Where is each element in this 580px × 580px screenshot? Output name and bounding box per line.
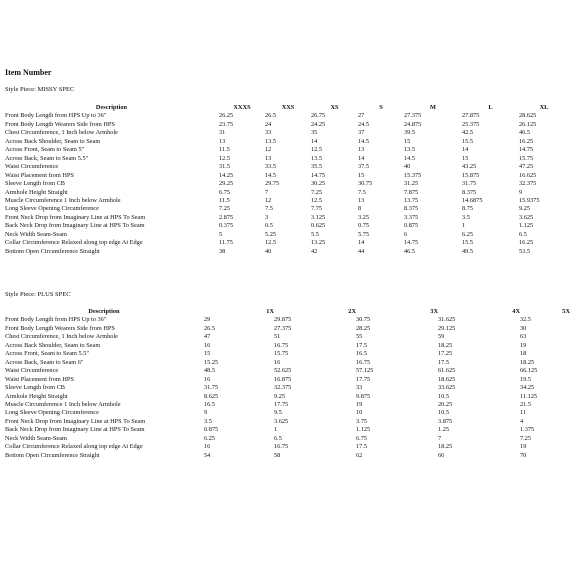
table-row	[4, 189, 569, 197]
measurement-description: Long Sleeve Opening Circumference	[5, 409, 99, 417]
measurement-value: 30	[520, 324, 527, 332]
measurement-value: 3.625	[519, 213, 534, 221]
measurement-value: 26.75	[311, 112, 326, 120]
missy-section-label: Style Piece: MISSY SPEC	[5, 86, 75, 93]
measurement-value: 40	[265, 247, 272, 255]
measurement-value: 9.5	[274, 409, 282, 417]
measurement-value: 7	[265, 188, 269, 196]
measurement-value: 38	[219, 247, 226, 255]
measurement-description: Muscle Circumference 1 Inch below Armhole	[5, 400, 121, 408]
measurement-value: 62	[356, 451, 363, 459]
table-row	[4, 452, 570, 460]
table-row	[4, 214, 569, 222]
measurement-value: 33	[265, 129, 272, 137]
plus-size-header: 5X	[562, 308, 570, 315]
measurement-value: 42	[311, 247, 318, 255]
measurement-value: 9.25	[519, 205, 531, 213]
measurement-value: 51	[274, 333, 281, 341]
measurement-value: 29.25	[219, 180, 234, 188]
table-row	[4, 443, 570, 451]
plus-header-row	[4, 308, 570, 316]
plus-table-body	[4, 316, 570, 460]
measurement-value: 29.875	[274, 316, 292, 324]
table-row	[4, 121, 569, 129]
measurement-value: 29.125	[438, 324, 456, 332]
measurement-value: 7.25	[311, 188, 323, 196]
table-row	[4, 197, 569, 205]
measurement-description: Waist Placement from HPS	[5, 375, 74, 383]
measurement-description: Back Neck Drop from Imaginary Line at HPS To Seam	[5, 222, 145, 230]
measurement-value: 14.75	[311, 171, 326, 179]
measurement-value: 33.625	[438, 384, 456, 392]
measurement-value: 12	[265, 196, 272, 204]
table-row	[4, 350, 570, 358]
measurement-value: 70	[520, 451, 527, 459]
table-row	[4, 401, 570, 409]
measurement-value: 12.5	[311, 146, 323, 154]
measurement-value: 7.875	[404, 188, 419, 196]
measurement-value: 24	[265, 120, 272, 128]
table-row	[4, 239, 569, 247]
measurement-description: Neck Width Seam-Seam	[5, 230, 67, 238]
plus-spec-table	[4, 308, 570, 460]
measurement-value: 12.5	[219, 154, 231, 162]
measurement-value: 30.75	[356, 316, 371, 324]
measurement-value: 15.75	[519, 154, 534, 162]
measurement-value: 3.125	[311, 213, 326, 221]
measurement-value: 3.5	[462, 213, 470, 221]
measurement-value: 5	[219, 230, 223, 238]
plus-description-header: Description	[88, 308, 120, 315]
measurement-value: 14	[462, 146, 469, 154]
measurement-value: 8.625	[204, 392, 219, 400]
measurement-description: Chest Circumference, 1 Inch below Armhole	[5, 333, 118, 341]
measurement-value: 0.75	[358, 222, 370, 230]
item-number-heading: Item Number	[5, 68, 52, 77]
missy-size-header: XS	[330, 104, 339, 111]
measurement-value: 16.25	[519, 239, 534, 247]
measurement-value: 66.125	[520, 367, 538, 375]
measurement-value: 28.25	[356, 324, 371, 332]
measurement-value: 15.75	[274, 350, 289, 358]
measurement-value: 27	[358, 112, 365, 120]
measurement-value: 47	[204, 333, 211, 341]
measurement-value: 8	[358, 205, 362, 213]
measurement-value: 9.25	[274, 392, 286, 400]
measurement-value: 20.25	[438, 400, 453, 408]
measurement-value: 27.375	[274, 324, 292, 332]
measurement-description: Waist Circumference	[5, 163, 59, 171]
missy-size-header: S	[379, 104, 383, 111]
measurement-value: 31.5	[219, 163, 231, 171]
measurement-value: 15	[204, 350, 211, 358]
missy-size-header: M	[430, 104, 436, 111]
measurement-value: 43.25	[462, 163, 477, 171]
measurement-value: 44	[358, 247, 365, 255]
measurement-value: 0.875	[204, 426, 219, 434]
measurement-value: 6.5	[274, 434, 282, 442]
measurement-value: 16.75	[274, 341, 289, 349]
measurement-value: 37.5	[358, 163, 370, 171]
table-row	[4, 146, 569, 154]
measurement-value: 6.75	[356, 434, 368, 442]
measurement-description: Front Neck Drop from Imaginary Line at HPS To Seam	[5, 417, 146, 425]
measurement-value: 3.875	[438, 417, 453, 425]
measurement-value: 1.375	[520, 426, 535, 434]
measurement-value: 13.5	[265, 137, 277, 145]
measurement-value: 7	[438, 434, 442, 442]
measurement-value: 25.375	[462, 120, 480, 128]
measurement-value: 14.75	[404, 239, 419, 247]
measurement-value: 11.5	[219, 146, 230, 154]
measurement-value: 16.25	[519, 137, 534, 145]
measurement-value: 14	[311, 137, 318, 145]
measurement-value: 24.5	[358, 120, 370, 128]
measurement-value: 3.375	[404, 213, 419, 221]
measurement-value: 40	[404, 163, 411, 171]
measurement-value: 31.75	[204, 384, 219, 392]
measurement-value: 6.75	[219, 188, 231, 196]
measurement-value: 27.875	[462, 112, 480, 120]
measurement-value: 34.25	[520, 384, 535, 392]
measurement-value: 14	[358, 239, 365, 247]
measurement-value: 10.5	[438, 409, 450, 417]
measurement-value: 18	[520, 350, 527, 358]
plus-size-header: 2X	[348, 308, 356, 315]
plus-size-header: 4X	[512, 308, 520, 315]
measurement-value: 19	[356, 400, 363, 408]
measurement-value: 19	[520, 443, 527, 451]
measurement-description: Front Body Length from HPS Up to 36"	[5, 316, 107, 324]
measurement-value: 26.5	[265, 112, 277, 120]
measurement-value: 15.875	[462, 171, 480, 179]
measurement-value: 14	[358, 154, 365, 162]
measurement-description: Waist Placement from HPS	[5, 171, 74, 179]
measurement-value: 48.5	[204, 367, 216, 375]
table-row	[4, 172, 569, 180]
measurement-value: 16.5	[356, 350, 368, 358]
measurement-description: Sleeve Length from CB	[5, 180, 65, 188]
plus-section-label: Style Piece: PLUS SPEC	[5, 291, 71, 298]
measurement-value: 13.5	[404, 146, 416, 154]
measurement-value: 21.5	[520, 400, 532, 408]
plus-size-header: 3X	[430, 308, 438, 315]
measurement-value: 46.5	[404, 247, 416, 255]
table-row	[4, 376, 570, 384]
measurement-value: 46.5	[519, 129, 531, 137]
measurement-value: 9	[204, 409, 208, 417]
measurement-value: 14.6875	[462, 196, 483, 204]
measurement-value: 16	[204, 375, 211, 383]
measurement-value: 17.25	[438, 350, 453, 358]
measurement-value: 13	[358, 146, 365, 154]
measurement-description: Long Sleeve Opening Circumference	[5, 205, 99, 213]
measurement-value: 1.25	[438, 426, 450, 434]
measurement-value: 11	[520, 409, 527, 417]
measurement-description: Across Back Shoulder, Seam to Seam	[5, 137, 101, 145]
table-row	[4, 393, 570, 401]
measurement-value: 0.375	[219, 222, 234, 230]
missy-size-header: L	[488, 104, 493, 111]
measurement-value: 8.375	[462, 188, 477, 196]
measurement-value: 26.25	[219, 112, 234, 120]
table-row	[4, 384, 570, 392]
measurement-value: 52.625	[274, 367, 292, 375]
measurement-value: 23.75	[219, 120, 234, 128]
measurement-value: 58	[274, 451, 281, 459]
measurement-value: 19.5	[520, 375, 532, 383]
table-row	[4, 138, 569, 146]
measurement-value: 15.9375	[519, 196, 540, 204]
measurement-value: 3.75	[356, 417, 368, 425]
measurement-value: 13.75	[404, 196, 419, 204]
measurement-value: 37	[358, 129, 365, 137]
measurement-value: 12.5	[265, 239, 277, 247]
measurement-description: Collar Circumference Relaxed along top edge At Edge	[5, 443, 143, 451]
measurement-value: 17.5	[438, 358, 450, 366]
table-row	[4, 112, 569, 120]
table-row	[4, 248, 569, 256]
measurement-value: 49.5	[462, 247, 474, 255]
measurement-value: 32.375	[519, 180, 537, 188]
measurement-value: 12	[265, 146, 272, 154]
measurement-value: 17.75	[356, 375, 371, 383]
measurement-value: 13	[219, 137, 226, 145]
measurement-value: 14.25	[219, 171, 234, 179]
measurement-value: 66	[438, 451, 445, 459]
missy-size-header: XXXS	[233, 104, 251, 111]
measurement-value: 32.5	[520, 316, 532, 324]
measurement-value: 29.75	[265, 180, 280, 188]
measurement-value: 5.25	[265, 230, 277, 238]
measurement-value: 7.5	[265, 205, 273, 213]
measurement-description: Bottom Open Circumference Straight	[5, 451, 100, 459]
table-row	[4, 435, 570, 443]
measurement-value: 16.875	[274, 375, 292, 383]
measurement-value: 31.625	[438, 316, 456, 324]
measurement-value: 1.125	[519, 222, 534, 230]
measurement-value: 59	[438, 333, 445, 341]
measurement-value: 24.25	[311, 120, 326, 128]
measurement-value: 11.5	[219, 196, 230, 204]
measurement-value: 14.5	[404, 154, 416, 162]
measurement-value: 2.875	[219, 213, 234, 221]
measurement-value: 47.25	[519, 163, 534, 171]
measurement-value: 26.125	[519, 120, 537, 128]
measurement-value: 0.875	[404, 222, 419, 230]
measurement-value: 4	[520, 417, 524, 425]
measurement-value: 6.5	[519, 230, 527, 238]
measurement-value: 35	[311, 129, 318, 137]
measurement-value: 13	[265, 154, 272, 162]
measurement-value: 53.5	[519, 247, 531, 255]
measurement-value: 16.625	[519, 171, 537, 179]
measurement-value: 7.25	[520, 434, 532, 442]
table-row	[4, 342, 570, 350]
measurement-value: 54	[204, 451, 211, 459]
measurement-value: 1	[462, 222, 466, 230]
measurement-value: 5.5	[311, 230, 319, 238]
measurement-value: 18.625	[438, 375, 456, 383]
measurement-value: 10	[356, 409, 363, 417]
measurement-value: 39.5	[404, 129, 416, 137]
measurement-value: 30.75	[358, 180, 373, 188]
measurement-value: 31	[219, 129, 226, 137]
measurement-description: Across Back, Seam to Seam 5.5"	[5, 154, 89, 162]
table-row	[4, 367, 570, 375]
missy-spec-table	[4, 104, 569, 256]
measurement-value: 28.625	[519, 112, 537, 120]
measurement-value: 3.625	[274, 417, 289, 425]
measurement-value: 33	[356, 384, 363, 392]
measurement-description: Armhole Height Straight	[5, 188, 68, 196]
table-row	[4, 333, 570, 341]
measurement-description: Muscle Circumference 1 Inch below Armhole	[5, 196, 121, 204]
measurement-value: 3.5	[204, 417, 212, 425]
table-row	[4, 316, 570, 324]
measurement-value: 32.375	[274, 384, 292, 392]
measurement-value: 11.125	[520, 392, 538, 400]
measurement-value: 16	[204, 443, 211, 451]
measurement-value: 17.75	[274, 400, 289, 408]
missy-size-header: XL	[539, 104, 549, 111]
measurement-value: 12.5	[311, 196, 323, 204]
measurement-value: 15.25	[204, 358, 219, 366]
measurement-description: Neck Width Seam-Seam	[5, 434, 67, 442]
measurement-value: 6.25	[204, 434, 216, 442]
measurement-value: 8.375	[404, 205, 419, 213]
measurement-value: 15	[358, 171, 365, 179]
measurement-value: 16.75	[274, 443, 289, 451]
measurement-value: 15	[462, 154, 469, 162]
measurement-value: 8.75	[462, 205, 474, 213]
measurement-value: 6.25	[462, 230, 474, 238]
measurement-value: 16	[274, 358, 281, 366]
measurement-description: Front Body Length from HPS Up to 36"	[5, 112, 107, 120]
table-row	[4, 426, 570, 434]
measurement-value: 63	[520, 333, 527, 341]
measurement-value: 18.25	[438, 341, 453, 349]
measurement-value: 33.5	[265, 163, 277, 171]
measurement-description: Front Body Length Wearers Side from HPS	[5, 120, 115, 128]
measurement-value: 17.5	[356, 443, 368, 451]
measurement-description: Sleeve Length from CB	[5, 384, 65, 392]
measurement-value: 15	[404, 137, 411, 145]
measurement-value: 19	[520, 341, 527, 349]
measurement-value: 14.75	[519, 146, 534, 154]
missy-description-header: Description	[95, 104, 128, 111]
measurement-value: 15.5	[462, 239, 474, 247]
table-row	[4, 359, 570, 367]
measurement-description: Front Neck Drop from Imaginary Line at HPS To Seam	[5, 213, 146, 221]
measurement-value: 42.5	[462, 129, 474, 137]
measurement-value: 7.25	[219, 205, 231, 213]
measurement-value: 13.5	[311, 154, 323, 162]
missy-table-body	[4, 112, 569, 256]
measurement-value: 55	[356, 333, 363, 341]
measurement-value: 27.375	[404, 112, 422, 120]
measurement-value: 14.5	[265, 171, 277, 179]
table-row	[4, 205, 569, 213]
table-row	[4, 129, 569, 137]
measurement-description: Across Front, Seam to Seam 5.5"	[5, 350, 89, 358]
measurement-value: 16.5	[204, 400, 216, 408]
measurement-description: Across Back Shoulder, Seam to Seam	[5, 341, 101, 349]
missy-header-row	[4, 104, 569, 112]
measurement-description: Back Neck Drop from Imaginary Line at HPS To Seam	[5, 426, 145, 434]
measurement-value: 15.5	[462, 137, 474, 145]
measurement-description: Waist Circumference	[5, 367, 59, 375]
measurement-value: 3.25	[358, 213, 370, 221]
measurement-value: 6	[404, 230, 408, 238]
measurement-value: 18.25	[520, 358, 535, 366]
measurement-value: 18.25	[438, 443, 453, 451]
measurement-value: 1.125	[356, 426, 371, 434]
table-row	[4, 325, 570, 333]
measurement-value: 35.5	[311, 163, 323, 171]
measurement-description: Chest Circumference, 1 Inch below Armhole	[5, 129, 118, 137]
measurement-value: 7.5	[358, 188, 366, 196]
measurement-value: 16	[204, 341, 211, 349]
measurement-value: 13.25	[311, 239, 326, 247]
measurement-value: 10.5	[438, 392, 450, 400]
measurement-value: 13	[358, 196, 365, 204]
measurement-description: Collar Circumference Relaxed along top edge At Edge	[5, 239, 143, 247]
measurement-value: 17.5	[356, 341, 368, 349]
measurement-value: 9	[519, 188, 523, 196]
measurement-value: 16.75	[356, 358, 371, 366]
plus-size-header: 1X	[266, 308, 274, 315]
measurement-value: 0.5	[265, 222, 273, 230]
measurement-value: 61.625	[438, 367, 456, 375]
measurement-value: 11.75	[219, 239, 233, 247]
table-row	[4, 180, 569, 188]
table-row	[4, 155, 569, 163]
measurement-value: 0.625	[311, 222, 326, 230]
measurement-value: 1	[274, 426, 278, 434]
table-row	[4, 409, 570, 417]
measurement-value: 31.25	[404, 180, 419, 188]
measurement-value: 9.875	[356, 392, 371, 400]
measurement-value: 29	[204, 316, 211, 324]
measurement-value: 3	[265, 213, 269, 221]
measurement-description: Across Front, Seam to Seam 5"	[5, 146, 85, 154]
table-row	[4, 222, 569, 230]
measurement-value: 5.75	[358, 230, 370, 238]
measurement-value: 14.5	[358, 137, 370, 145]
table-row	[4, 163, 569, 171]
measurement-value: 26.5	[204, 324, 216, 332]
measurement-value: 15.375	[404, 171, 422, 179]
measurement-description: Front Body Length Wearers Side from HPS	[5, 324, 115, 332]
measurement-value: 30.25	[311, 180, 326, 188]
measurement-value: 7.75	[311, 205, 323, 213]
measurement-description: Bottom Open Circumference Straight	[5, 247, 100, 255]
table-row	[4, 418, 570, 426]
measurement-description: Across Back, Seam to Seam 6"	[5, 358, 84, 366]
measurement-value: 31.75	[462, 180, 477, 188]
missy-size-header: XXS	[281, 104, 295, 111]
measurement-value: 57.125	[356, 367, 374, 375]
table-row	[4, 231, 569, 239]
measurement-value: 24.875	[404, 120, 422, 128]
measurement-description: Armhole Height Straight	[5, 392, 68, 400]
